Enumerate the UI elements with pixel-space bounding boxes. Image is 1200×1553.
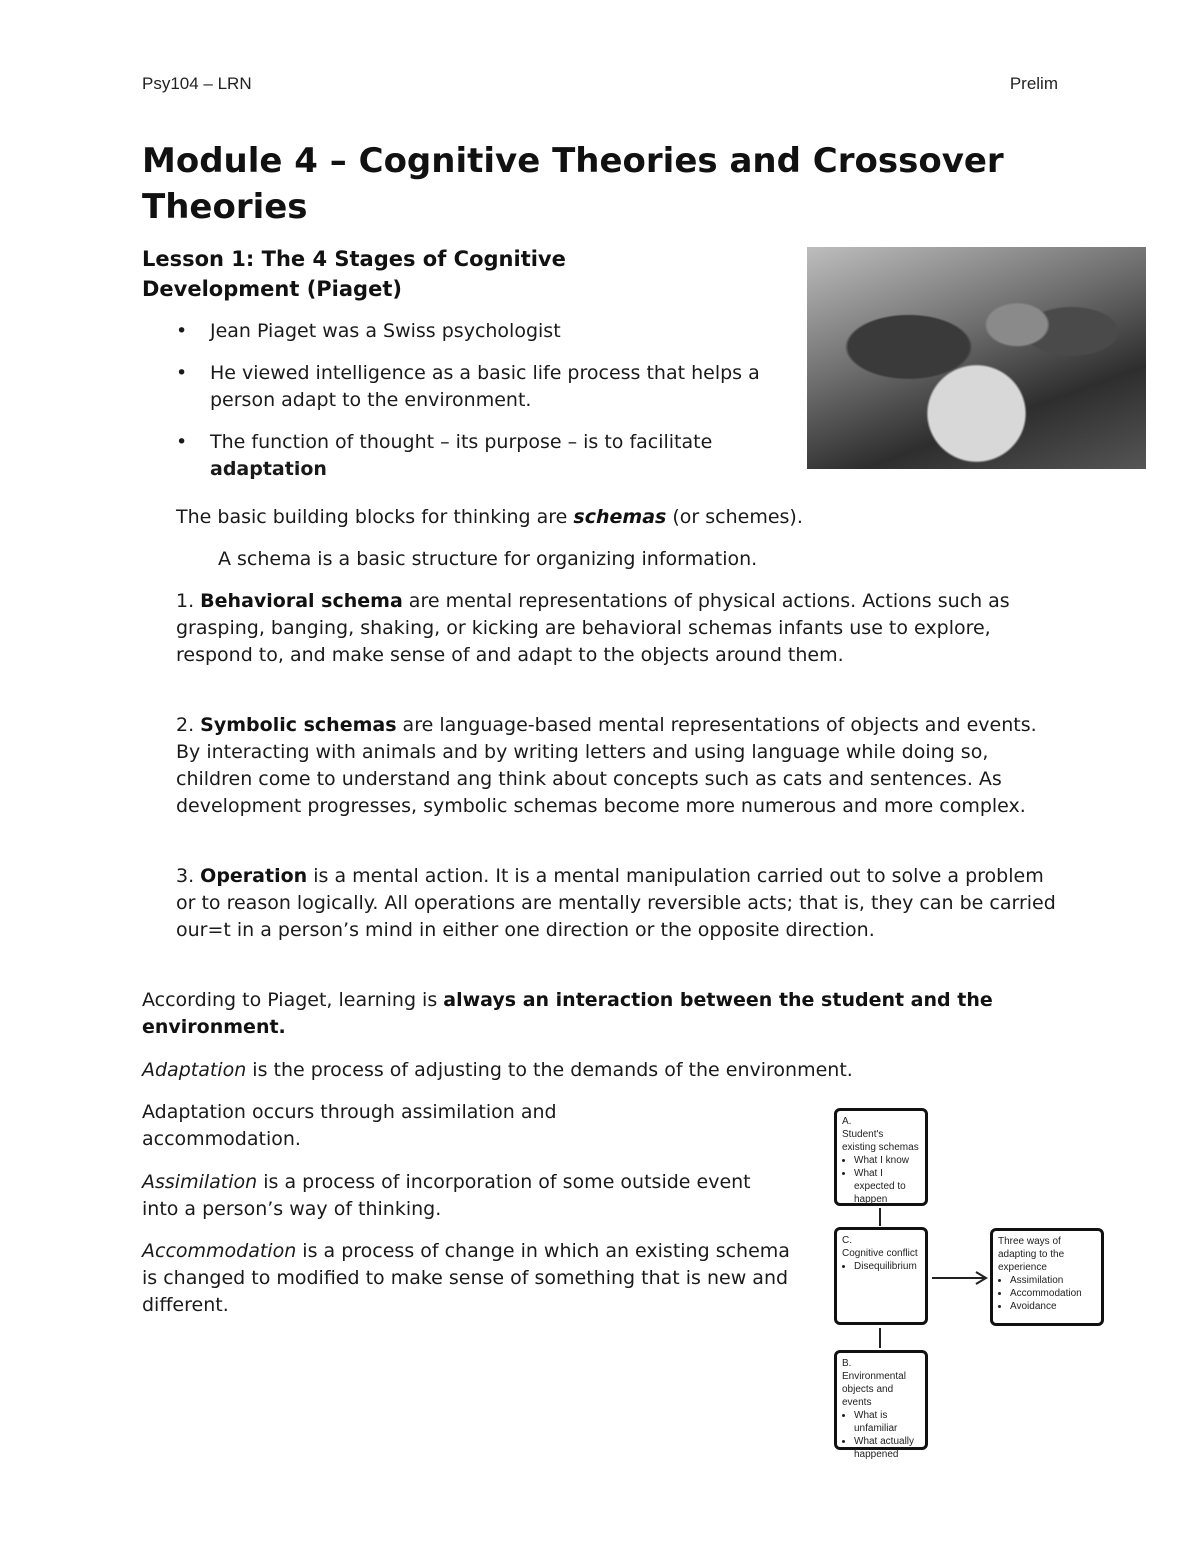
diagram-box-cognitive-conflict [834, 1227, 928, 1325]
learning-text: According to Piaget, learning is [142, 989, 444, 1011]
box-list-item: • What I know [854, 1154, 920, 1167]
piaget-photo [807, 247, 1146, 469]
adaptation-definition [142, 1057, 1042, 1084]
behavioral-schema-item [176, 588, 1056, 669]
diagram-box-environmental-events [834, 1350, 928, 1460]
module-title: Module 4 – Cognitive Theories and Crossover Theories [142, 141, 1004, 227]
box-list-item: • What is unfamiliar [854, 1409, 920, 1435]
intro-bullet-list [142, 318, 792, 498]
schemas-intro [176, 504, 1076, 531]
item-term: Symbolic schemas [200, 714, 397, 736]
box-list [842, 1154, 920, 1206]
lesson-title: Lesson 1: The 4 Stages of Cognitive Development (Piaget) [142, 247, 566, 301]
learning-statement [142, 987, 1042, 1041]
box-list-item: • What actually happened [854, 1435, 920, 1461]
bullet-text: The function of thought – its purpose – is to facilitate [210, 431, 713, 453]
box-label: B. [842, 1358, 852, 1369]
adaptation-text: is the process of adjusting to the demands of the environment. [246, 1059, 853, 1081]
diagram-box-ways-of-adapting [990, 1228, 1104, 1326]
box-list [842, 1260, 920, 1273]
arrow-right-icon [930, 1270, 990, 1286]
adaptation-diagram [820, 1100, 1120, 1460]
box-list-item: • Disequilibrium [854, 1260, 920, 1273]
item-text: are mental representations of physical actions. Actions such as grasping, banging, shaking, or kicking are behavioral schemas infants use to explore, respond to, and make sense of and adapt to the objects around them. [176, 590, 1010, 666]
box-list [842, 1409, 920, 1461]
box-list [998, 1274, 1096, 1313]
item-term: Operation [200, 865, 308, 887]
item-number: 1. [176, 590, 201, 612]
schemas-term: schemas [573, 506, 667, 528]
header-course-code: Psy104 – LRN [142, 74, 252, 93]
box-title: Three ways of adapting to the experience [998, 1236, 1065, 1273]
diagram-box-existing-schemas [834, 1108, 928, 1206]
box-label: A. [842, 1116, 852, 1127]
box-title: Student's existing schemas [842, 1129, 919, 1153]
operation-item [176, 863, 1056, 944]
bullet-marker: • [176, 320, 188, 342]
bullet-text: He viewed intelligence as a basic life process that helps a person adapt to the environment. [210, 362, 760, 411]
bullet-item [142, 318, 792, 345]
bullet-marker: • [176, 431, 188, 453]
schemas-intro-suffix: (or schemes). [666, 506, 803, 528]
bullet-marker: • [176, 362, 188, 384]
bullet-bold-term: adaptation [210, 458, 327, 480]
item-number: 3. [176, 865, 201, 887]
box-label: C. [842, 1235, 852, 1246]
assimilation-text: is a process of incorporation of some outside event into a person’s way of thinking. [142, 1171, 751, 1220]
bullet-text: Jean Piaget was a Swiss psychologist [210, 320, 561, 342]
box-list-item: • Accommodation [1010, 1287, 1096, 1300]
symbolic-schema-item [176, 712, 1056, 820]
learning-bold: always an interaction between the student and the environment. [142, 989, 993, 1038]
bullet-item [142, 360, 792, 414]
box-title: Cognitive conflict [842, 1248, 918, 1259]
box-list-item: • What I expected to happen [854, 1167, 920, 1206]
header-term: Prelim [1009, 74, 1058, 93]
accommodation-term: Accommodation [142, 1240, 297, 1262]
assimilation-term: Assimilation [142, 1171, 258, 1193]
item-text: are language-based mental representations of objects and events. By interacting with animals and by writing letters and using language while doing so, children come to understand ang think about concepts such as cats and sentences. As development progresses, symbolic schemas become more numerous and more complex. [176, 714, 1037, 817]
box-list-item: • Avoidance [1010, 1300, 1096, 1313]
item-number: 2. [176, 714, 201, 736]
bullet-item [142, 429, 792, 483]
arrow-up [879, 1328, 881, 1348]
schema-definition: A schema is a basic structure for organizing information. [218, 548, 758, 570]
box-list-item: • Assimilation [1010, 1274, 1096, 1287]
accommodation-text: is a process of change in which an existing schema is changed to modified to make sense of something that is new and different. [142, 1240, 790, 1316]
accommodation-definition [142, 1238, 797, 1319]
item-term: Behavioral schema [200, 590, 403, 612]
assimilation-definition [142, 1169, 792, 1223]
item-text: is a mental action. It is a mental manipulation carried out to solve a problem or to reason logically. All operations are mentally reversible acts; that is, they can be carried our=t in a person’s mind in either one direction or the opposite direction. [176, 865, 1056, 941]
adaptation-occurs: Adaptation occurs through assimilation and accommodation. [142, 1101, 557, 1150]
schemas-intro-text: The basic building blocks for thinking are [176, 506, 574, 528]
adaptation-term: Adaptation [142, 1059, 247, 1081]
box-title: Environmental objects and events [842, 1371, 906, 1408]
arrow-down [879, 1208, 881, 1226]
